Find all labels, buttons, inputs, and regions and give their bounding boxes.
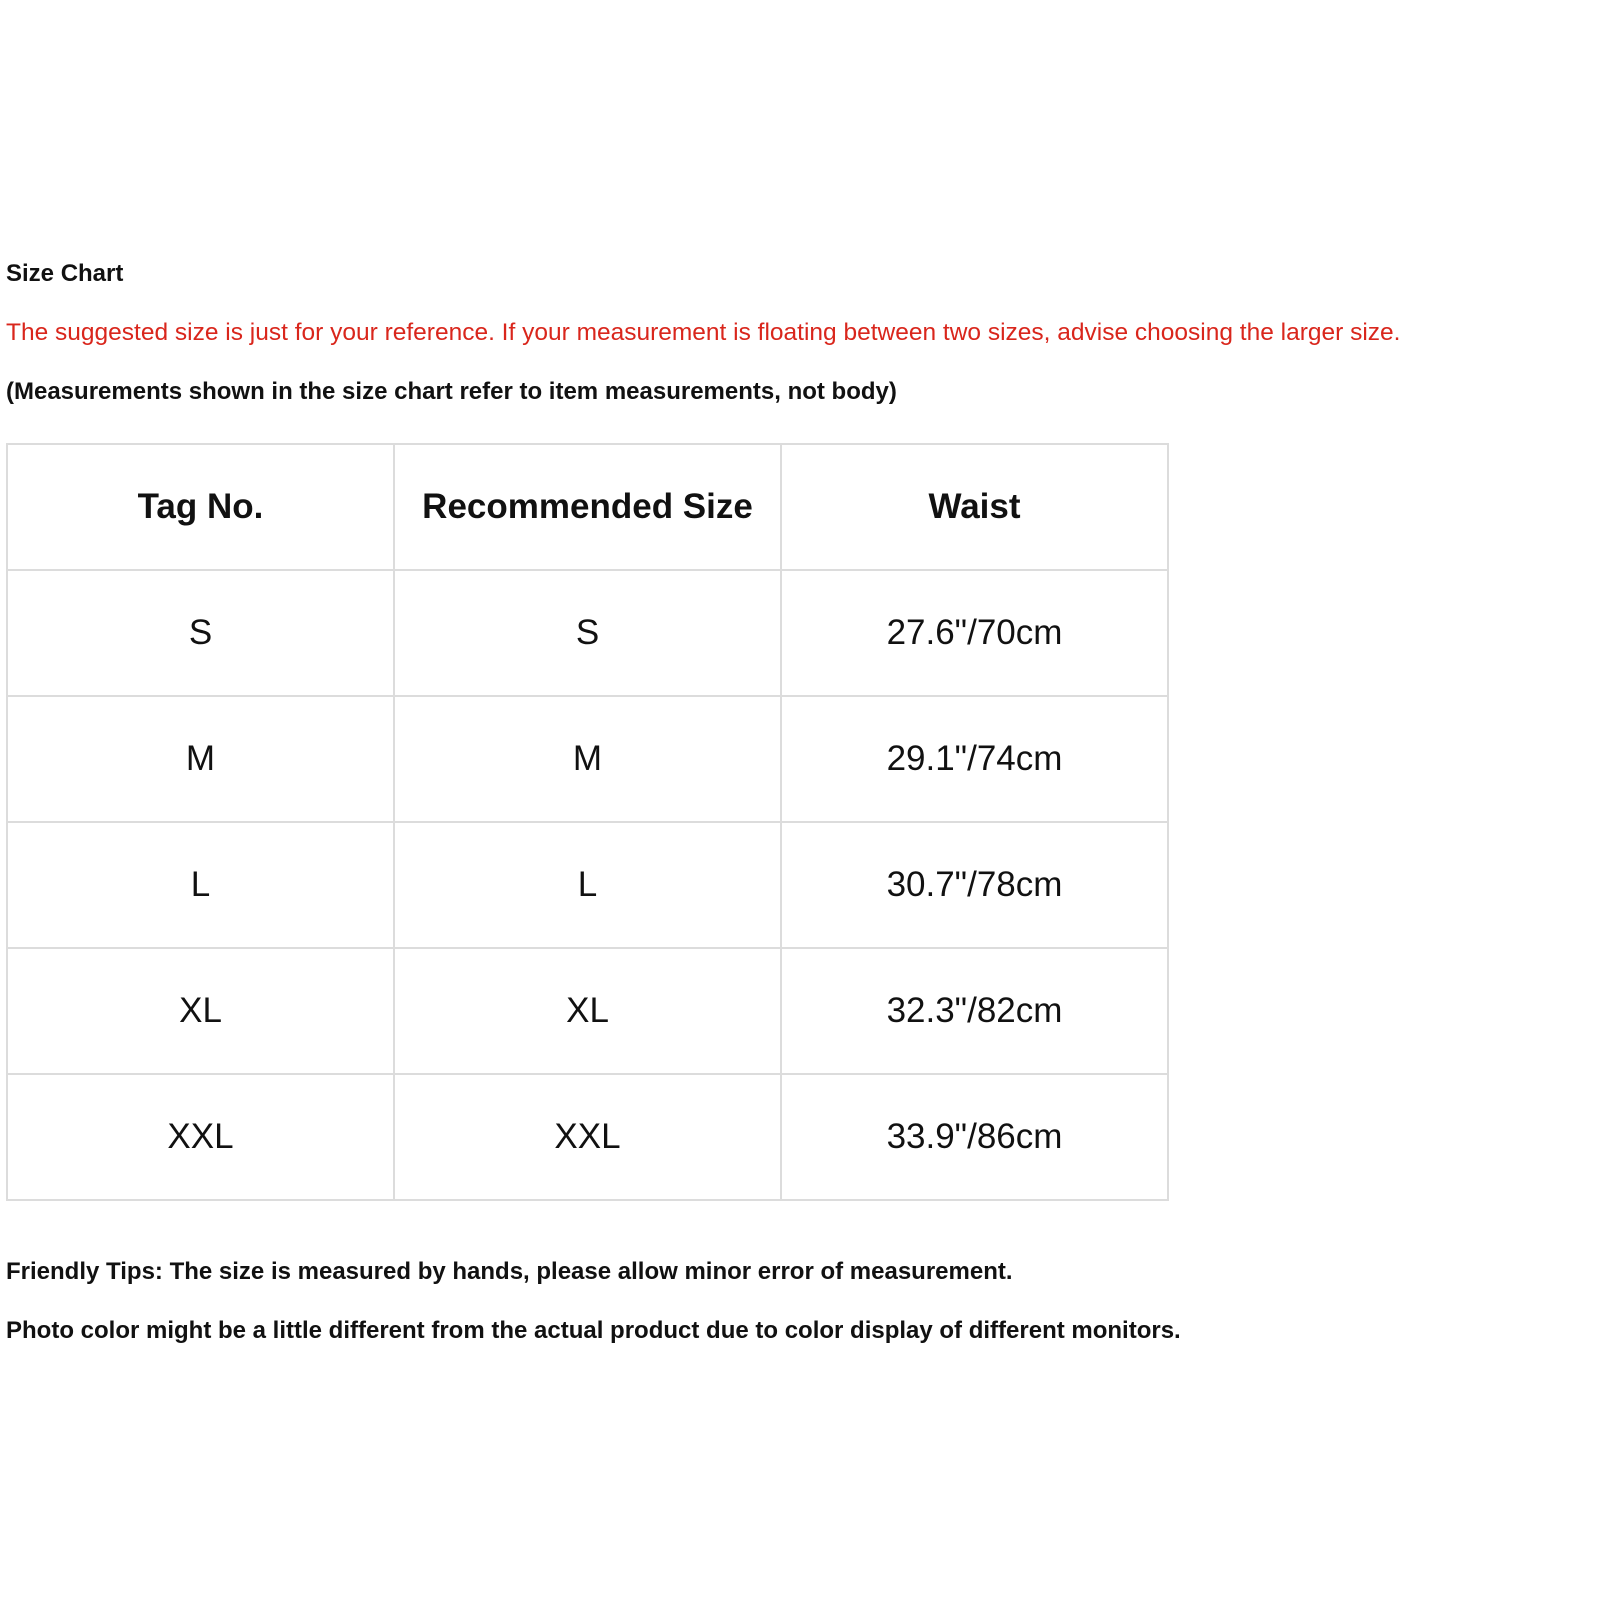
friendly-tips: Friendly Tips: The size is measured by hands, please allow minor error of measurement. <box>6 1258 1013 1285</box>
cell-recommended-size: M <box>394 696 781 822</box>
cell-tag-no: XL <box>7 948 394 1074</box>
header-tag-no: Tag No. <box>7 444 394 570</box>
cell-recommended-size: L <box>394 822 781 948</box>
size-notice: The suggested size is just for your reference. If your measurement is floating between two sizes, advise choosing the larger size. <box>6 319 1401 346</box>
color-disclaimer: Photo color might be a little different from the actual product due to color display of different monitors. <box>6 1317 1181 1344</box>
cell-waist: 33.9"/86cm <box>781 1074 1168 1200</box>
cell-tag-no: L <box>7 822 394 948</box>
cell-recommended-size: XXL <box>394 1074 781 1200</box>
cell-recommended-size: XL <box>394 948 781 1074</box>
size-table <box>6 443 1169 1201</box>
table-header-row <box>7 444 1168 570</box>
cell-waist: 27.6"/70cm <box>781 570 1168 696</box>
header-waist: Waist <box>781 444 1168 570</box>
page-title: Size Chart <box>6 260 124 287</box>
table-row <box>7 948 1168 1074</box>
cell-recommended-size: S <box>394 570 781 696</box>
header-recommended-size: Recommended Size <box>394 444 781 570</box>
cell-tag-no: XXL <box>7 1074 394 1200</box>
table-row <box>7 1074 1168 1200</box>
cell-tag-no: M <box>7 696 394 822</box>
measurement-note: (Measurements shown in the size chart refer to item measurements, not body) <box>6 378 897 405</box>
table-row <box>7 570 1168 696</box>
table-row <box>7 822 1168 948</box>
cell-waist: 30.7"/78cm <box>781 822 1168 948</box>
table-row <box>7 696 1168 822</box>
cell-tag-no: S <box>7 570 394 696</box>
cell-waist: 32.3"/82cm <box>781 948 1168 1074</box>
cell-waist: 29.1"/74cm <box>781 696 1168 822</box>
